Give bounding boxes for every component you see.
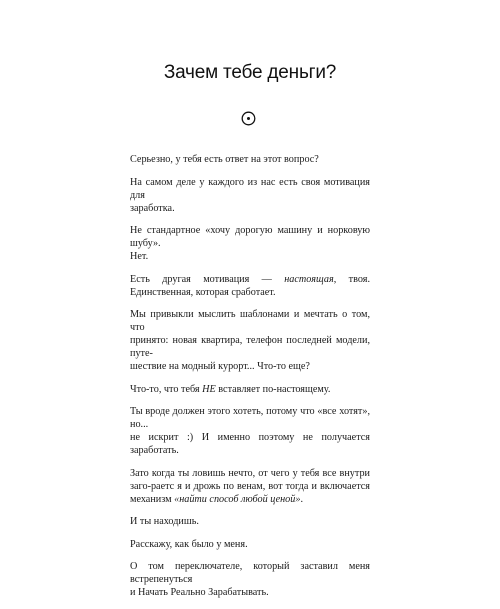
paragraph (130, 153, 370, 166)
text-run: Есть другая мотивация — (130, 273, 285, 285)
emphasis-text: «найти способ любой ценой» (174, 493, 301, 505)
text-run: вставляет по-настоящему. (215, 383, 331, 395)
paragraph (130, 176, 370, 215)
emphasis-text: НЕ (202, 383, 216, 395)
chapter-title: Зачем тебе деньги? (163, 62, 337, 83)
paragraph (130, 273, 370, 299)
text-line: шествие на модный курорт... Что-то еще? (130, 361, 310, 372)
paragraph (130, 308, 370, 373)
text-line: Нет. (130, 251, 149, 262)
text-line: заработка. (130, 202, 175, 214)
paragraph (130, 383, 370, 396)
text-line: и Начать Реально Зарабатывать. (130, 587, 269, 598)
text-run: . (300, 493, 303, 505)
text-line: И ты находишь. (130, 516, 199, 527)
text-line: Расскажу, как было у меня. (130, 538, 248, 550)
text-line: О том переключателе, который заставил меня встрепенуться (130, 561, 370, 585)
text-run: Зато когда ты ловишь нечто, от чего у тебя все внутри заго-раетс я и дрожь по венам, вот тогда и включается механизм (130, 467, 370, 505)
text-line: На самом деле у каждого из нас есть своя мотивация для (130, 176, 370, 201)
paragraph (130, 538, 370, 551)
paragraph (130, 515, 370, 528)
circle-dot-icon (241, 111, 256, 126)
paragraph (130, 405, 370, 457)
paragraph (130, 560, 370, 599)
emphasis-text: настоящая (284, 273, 334, 285)
chapter-body (130, 153, 370, 609)
text-line: не искрит :) И именно поэтому не получается заработать. (130, 432, 370, 456)
text-line: Мы привыкли мыслить шаблонами и мечтать о том, что (130, 309, 370, 333)
paragraph (130, 224, 370, 263)
text-line: Серьезно, у тебя есть ответ на этот вопрос? (130, 154, 319, 165)
text-run: Что-то, что тебя (130, 383, 203, 395)
text-run: , твоя. Единственная, которая сработает. (130, 273, 370, 298)
text-line: Ты вроде должен этого хотеть, потому что «все хотят», но... (130, 406, 370, 430)
text-line: Не стандартное «хочу дорогую машину и норковую шубу». (130, 225, 370, 249)
text-line: принято: новая квартира, телефон последней модели, путе- (130, 335, 370, 359)
